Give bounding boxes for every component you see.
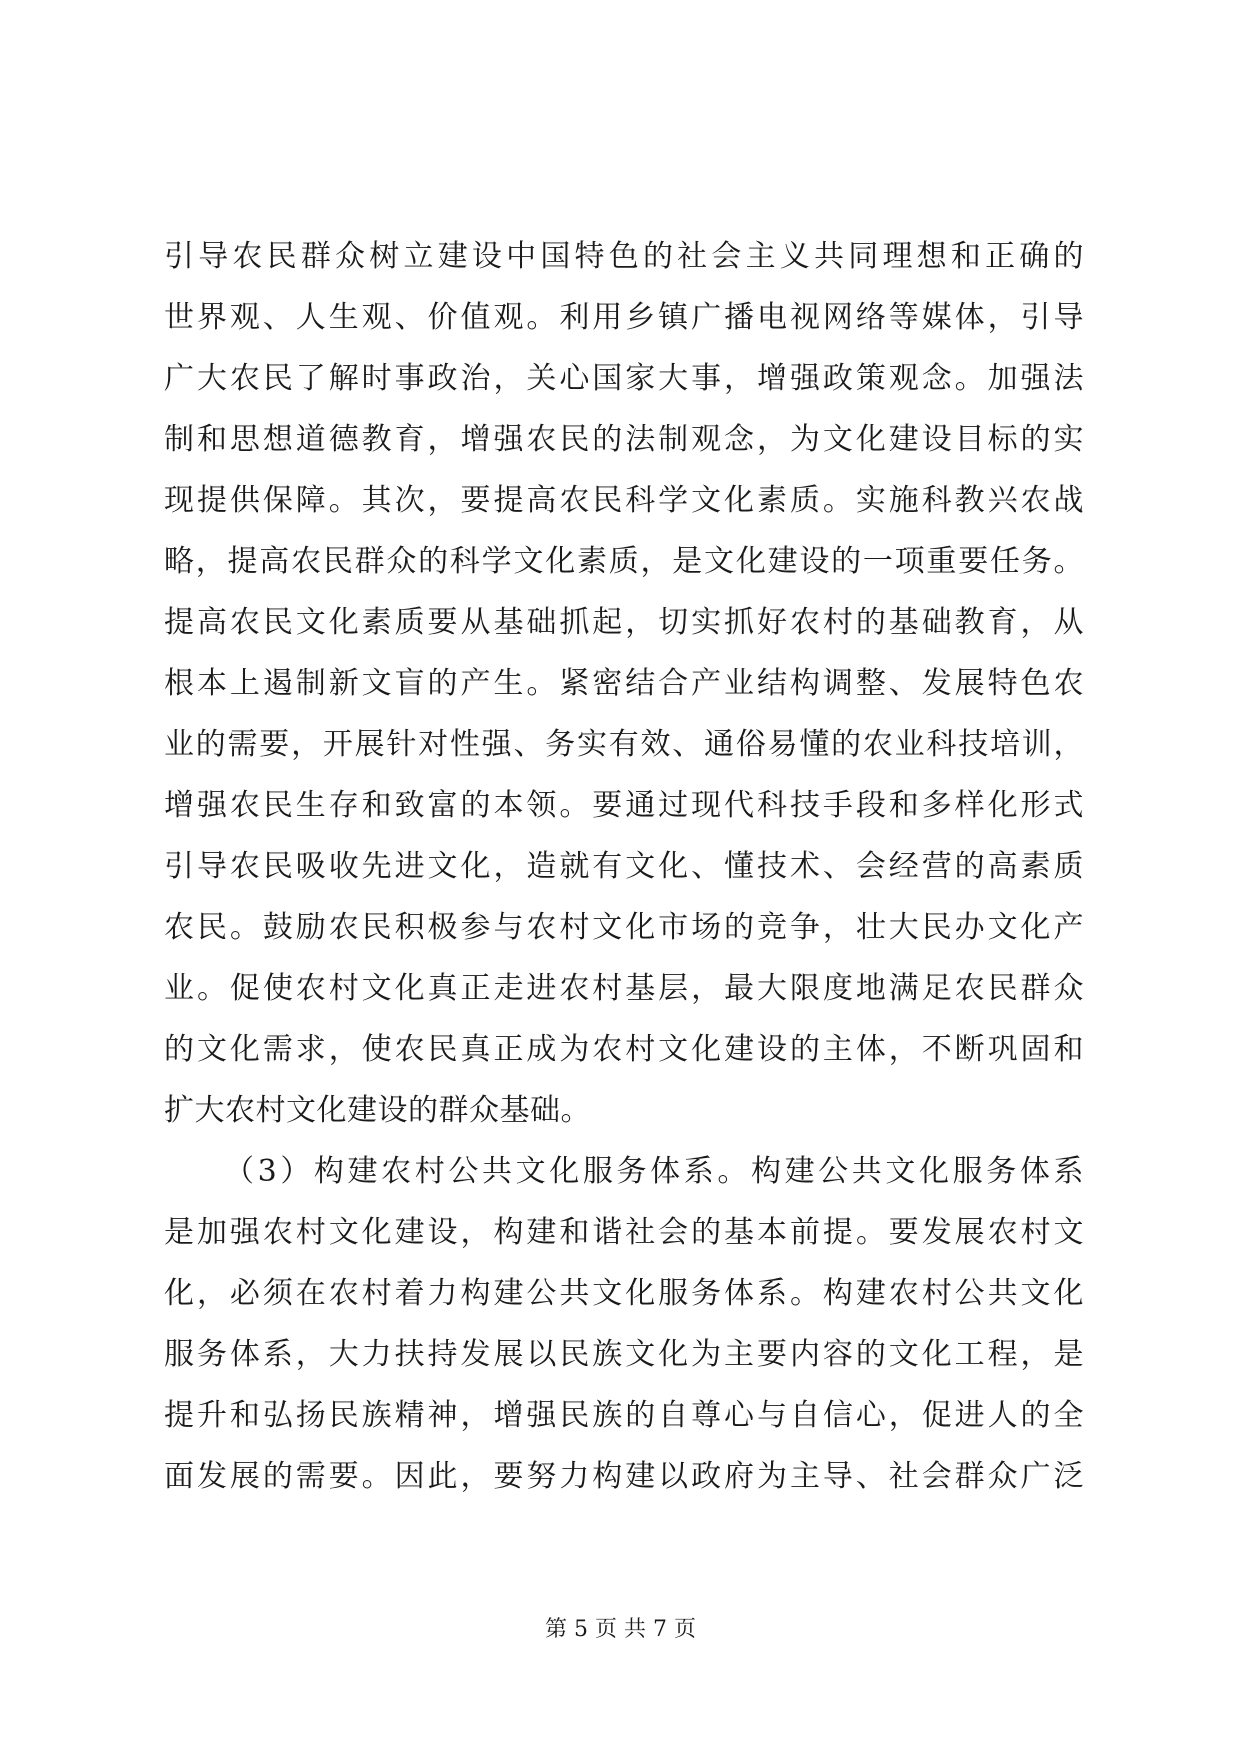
text-line: 制和思想道德教育，增强农民的法制观念，为文化建设目标的实	[164, 422, 1084, 457]
text-line: 的文化需求，使农民真正成为农村文化建设的主体，不断巩固和	[164, 1032, 1084, 1067]
text-line: 现提供保障。其次，要提高农民科学文化素质。实施科教兴农战	[164, 483, 1084, 518]
text-line: 广大农民了解时事政治，关心国家大事，增强政策观念。加强法	[164, 361, 1084, 396]
text-line: 农民。鼓励农民积极参与农村文化市场的竞争，壮大民办文化产	[164, 910, 1084, 945]
paragraph-end-line: 扩大农村文化建设的群众基础。	[164, 1093, 591, 1128]
text-line: 引导农民群众树立建设中国特色的社会主义共同理想和正确的	[164, 239, 1084, 274]
text-line: 业的需要，开展针对性强、务实有效、通俗易懂的农业科技培训，	[164, 727, 1084, 762]
text-line: 化，必须在农村着力构建公共文化服务体系。构建农村公共文化	[164, 1276, 1084, 1311]
section-heading-line: （3）构建农村公共文化服务体系。构建公共文化服务体系	[224, 1154, 1084, 1189]
text-line: 是加强农村文化建设，构建和谐社会的基本前提。要发展农村文	[164, 1215, 1084, 1250]
text-line: 根本上遏制新文盲的产生。紧密结合产业结构调整、发展特色农	[164, 666, 1084, 701]
text-line: 提高农民文化素质要从基础抓起，切实抓好农村的基础教育，从	[164, 605, 1084, 640]
text-line: 服务体系，大力扶持发展以民族文化为主要内容的文化工程，是	[164, 1337, 1084, 1372]
text-line: 略，提高农民群众的科学文化素质，是文化建设的一项重要任务。	[164, 544, 1084, 579]
text-line: 面发展的需要。因此，要努力构建以政府为主导、社会群众广泛	[164, 1459, 1084, 1494]
body-text	[164, 226, 1084, 1507]
text-line: 提升和弘扬民族精神，增强民族的自尊心与自信心，促进人的全	[164, 1398, 1084, 1433]
page-footer	[0, 1615, 1241, 1645]
text-line: 引导农民吸收先进文化，造就有文化、懂技术、会经营的高素质	[164, 849, 1084, 884]
text-line: 增强农民生存和致富的本领。要通过现代科技手段和多样化形式	[164, 788, 1084, 823]
page-number: 第 5 页 共 7 页	[545, 1617, 696, 1642]
text-line: 业。促使农村文化真正走进农村基层，最大限度地满足农民群众	[164, 971, 1084, 1006]
text-line: 世界观、人生观、价值观。利用乡镇广播电视网络等媒体，引导	[164, 300, 1084, 335]
